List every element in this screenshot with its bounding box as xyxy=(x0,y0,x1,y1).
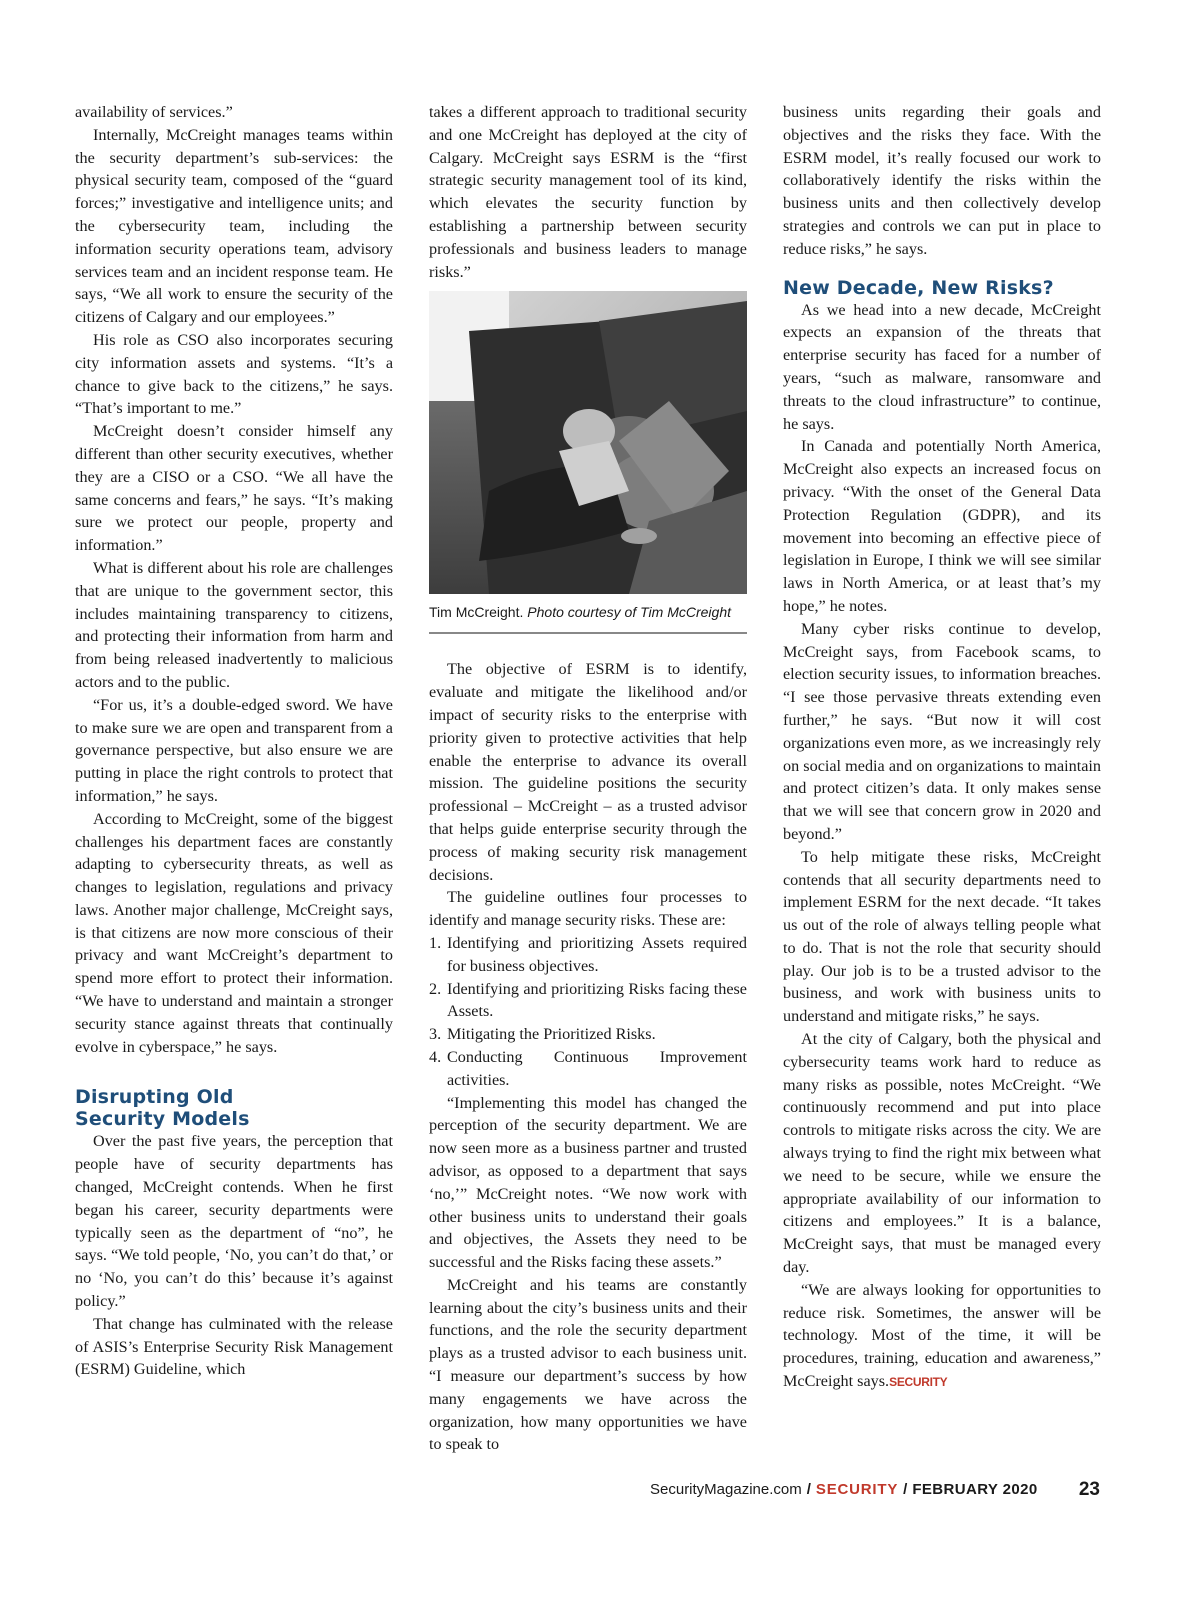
list-text: Identifying and prioritizing Risks facing these Assets. xyxy=(447,979,747,1021)
paragraph: That change has culminated with the release of ASIS’s Enterprise Security Risk Management (ESRM) Guideline, which xyxy=(75,1314,393,1379)
photo-tim-mccreight xyxy=(429,291,747,594)
heading-line-2: Security Models xyxy=(75,1108,250,1131)
footer-separator: / xyxy=(903,1481,908,1498)
esrm-process-list xyxy=(429,932,747,1092)
caption-credit: Photo courtesy of Tim McCreight xyxy=(527,604,732,621)
paragraph: As we head into a new decade, McCreight expects an expansion of the threats that enterprise security has faced for a number of years, “such as malware, ransomware and threats to the cloud infrastructure” to continue, he says. xyxy=(783,300,1101,433)
footer-issue: FEBRUARY 2020 xyxy=(912,1481,1038,1498)
final-text: “We are always looking for opportunities to reduce risk. Sometimes, the answer will be technology. Most of the time, it will be procedures, training, education and awareness,” McCreight says. xyxy=(783,1280,1101,1391)
paragraph: availability of services.” xyxy=(75,103,233,121)
paragraph: business units regarding their goals and objectives and the risks they face. With the ESRM model, it’s really focused our work to collaboratively identify the risks within the business units and then collectively develop strategies and controls we can put in place to reduce risks,” he says. xyxy=(783,103,1101,258)
paragraph: takes a different approach to traditional security and one McCreight has deployed at the city of Calgary. McCreight says ESRM is the “first strategic security management tool of its kind, which elevates the security function by establishing a partnership between security professionals and business leaders to manage risks.” xyxy=(429,103,747,281)
photo-caption xyxy=(429,602,747,634)
paragraph: “For us, it’s a double-edged sword. We have to make sure we are open and transparent from a governance perspective, but also ensure we are putting in place the right controls to protect that information,” he says. xyxy=(75,695,393,805)
paragraph: In Canada and potentially North America, McCreight also expects an increased focus on privacy. “With the onset of the General Data Protection Regulation (GDPR), and its movement into becoming an effective piece of legislation in Europe, I think we will see similar laws in North America, or at least that’s my hope,” he notes. xyxy=(783,437,1101,615)
list-number: 3. xyxy=(429,1025,442,1044)
paragraph: McCreight and his teams are constantly learning about the city’s business units and their functions, and the role the security department plays as a trusted advisor to each business unit. “I measure our department’s success by how many engagements we have across the organization, how many opportunities we have to speak to xyxy=(429,1275,747,1454)
photo-illustration xyxy=(429,291,747,594)
paragraph: What is different about his role are challenges that are unique to the government sector, this includes maintaining transparency to citizens, and protecting their information from harm and from being released inadvertently to malicious actors and to the public. xyxy=(75,558,393,691)
paragraph: At the city of Calgary, both the physical and cybersecurity teams work hard to reduce as many risks as possible, notes McCreight. “We continuously recommend and put into place controls to mitigate risks across the city. We are always trying to find the right mix between what we need to be secure, while we ensure the appropriate availability of our information to citizens and employees.” It is a balance, McCreight says, that must be managed every day. xyxy=(783,1030,1101,1277)
paragraph: The guideline outlines four processes to identify and manage security risks. These are: xyxy=(429,888,747,930)
paragraph: “Implementing this model has changed the perception of the security department. We are now seen more as a business partner and trusted advisor, as opposed to a department that says ‘no,’” McCreight notes. “We now work with other business units to understand their goals and objectives, the Assets they need to be successful and the Risks facing these assets.” xyxy=(429,1093,747,1272)
footer-site: SecurityMagazine.com xyxy=(650,1481,802,1498)
paragraph: Over the past five years, the perception that people have of security departments has changed, McCreight contends. When he first began his career, security departments were typically seen as the department of “no”, he says. “We told people, ‘No, you can’t do that,’ or no ‘No, you can’t do this’ because it’s against policy.” xyxy=(75,1132,393,1311)
footer-brand: SECURITY xyxy=(815,1481,899,1498)
list-number: 2. xyxy=(429,979,442,998)
footer-separator: / xyxy=(806,1481,811,1498)
paragraph: The objective of ESRM is to identify, evaluate and mitigate the likelihood and/or impact of security risks to the enterprise with priority given to protective activities that help enable the enterprise to advance its overall mission. The guideline positions the security professional – McCreight – as a trusted advisor that helps guide enterprise security through the process of making security risk management decisions. xyxy=(429,660,747,884)
list-text: Identifying and prioritizing Assets required for business objectives. xyxy=(447,933,747,975)
article-column-1 xyxy=(75,101,393,1381)
paragraph: According to McCreight, some of the biggest challenges his department faces are constantly adapting to cybersecurity threats, as well as changes to legislation, regulations and privacy laws. Another major challenge, McCreight says, is that citizens are now more conscious of their privacy and want McCreight’s department to spend more effort to protect their information. “We have to understand and maintain a stronger security stance against threats that continually evolve in cyberspace,” he says. xyxy=(75,809,393,1056)
section-heading-disrupting xyxy=(75,1086,393,1130)
article-column-3 xyxy=(783,101,1101,1394)
list-item xyxy=(429,932,747,978)
list-text: Mitigating the Prioritized Risks. xyxy=(447,1025,656,1044)
end-mark: SECURITY xyxy=(889,1375,948,1390)
page-number: 23 xyxy=(1078,1479,1100,1500)
list-number: 4. xyxy=(429,1047,442,1066)
paragraph: McCreight doesn’t consider himself any different than other security executives, whether they are a CISO or a CSO. “We all have the same concerns and fears,” he says. “It’s making sure we protect our people, property and information.” xyxy=(75,422,393,555)
paragraph: Many cyber risks continue to develop, McCreight says, from Facebook scams, to election security issues, to information breaches. “I see those pervasive threats extending even further,” he says. “But now it will cost organizations even more, as we increasingly rely on social media and on organizations to maintain and protect citizen’s data. It only makes sense that we will see that concern grow in 2020 and beyond.” xyxy=(783,619,1101,843)
caption-name: Tim McCreight. xyxy=(429,604,524,621)
paragraph: Internally, McCreight manages teams within the security department’s sub-services: the physical security team, composed of the “guard forces;” investigative and intelligence units; and the cybersecurity team, including the information security operations team, advisory services team and an incident response team. He says, “We all work to ensure the security of the citizens of Calgary and our employees.” xyxy=(75,125,393,327)
list-item xyxy=(429,1023,747,1046)
list-item xyxy=(429,978,747,1024)
heading-line-1: Disrupting Old xyxy=(75,1086,234,1109)
list-number: 1. xyxy=(429,933,442,952)
list-text: Conducting Continuous Improvement activities. xyxy=(447,1047,747,1089)
article-column-2 xyxy=(429,101,747,1456)
paragraph: To help mitigate these risks, McCreight contends that all security departments need to implement ESRM for the next decade. “It takes us out of the role of always telling people what to do. That is not the role that security should play. Our job is to be a trusted advisor to the business, and work with business units to understand and mitigate risks,” he says. xyxy=(783,847,1101,1026)
list-item xyxy=(429,1046,747,1092)
paragraph: His role as CSO also incorporates securing city information assets and systems. “It’s a chance to give back to the citizens,” he says. “That’s important to me.” xyxy=(75,330,393,418)
section-heading-new-decade: New Decade, New Risks? xyxy=(783,276,1054,299)
paragraph-final xyxy=(783,1279,1101,1394)
page-footer xyxy=(650,1481,1100,1498)
